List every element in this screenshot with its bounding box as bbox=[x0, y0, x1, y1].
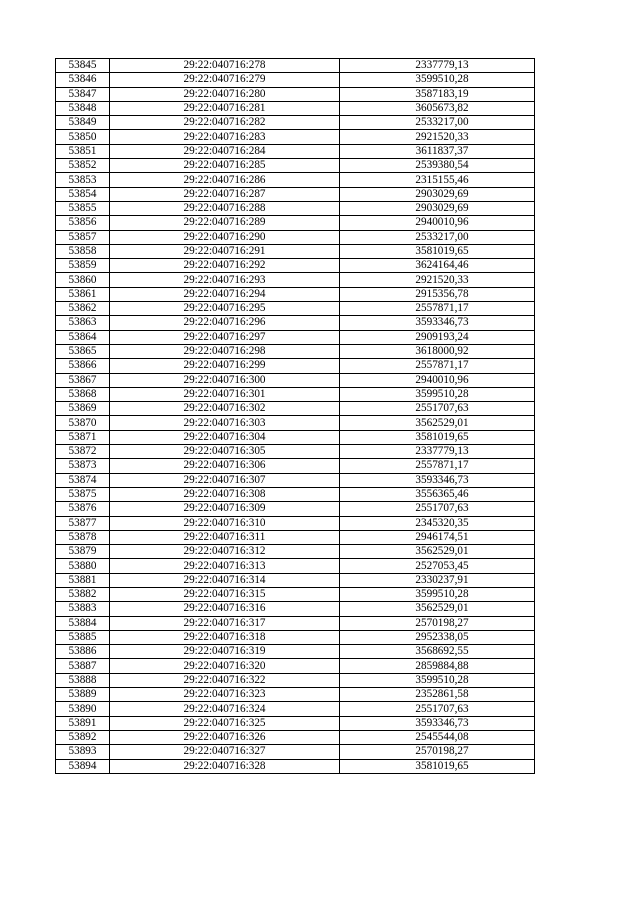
cadastral-number-cell: 29:22:040716:283 bbox=[110, 130, 340, 144]
table-row bbox=[56, 473, 535, 487]
row-number-cell: 53862 bbox=[56, 302, 110, 316]
cadastral-value-cell: 3593346,73 bbox=[340, 316, 535, 330]
cadastral-number-cell: 29:22:040716:326 bbox=[110, 730, 340, 744]
table-row bbox=[56, 87, 535, 101]
cadastral-value-cell: 2337779,13 bbox=[340, 59, 535, 73]
row-number-cell: 53887 bbox=[56, 659, 110, 673]
table-row bbox=[56, 673, 535, 687]
cadastral-number-cell: 29:22:040716:278 bbox=[110, 59, 340, 73]
cadastral-value-cell: 2533217,00 bbox=[340, 116, 535, 130]
cadastral-value-cell: 2859884,88 bbox=[340, 659, 535, 673]
row-number-cell: 53859 bbox=[56, 259, 110, 273]
table-row bbox=[56, 359, 535, 373]
cadastral-number-cell: 29:22:040716:295 bbox=[110, 302, 340, 316]
cadastral-number-cell: 29:22:040716:294 bbox=[110, 287, 340, 301]
cadastral-value-cell: 3599510,28 bbox=[340, 587, 535, 601]
table-row bbox=[56, 116, 535, 130]
row-number-cell: 53882 bbox=[56, 587, 110, 601]
cadastral-value-cell: 2570198,27 bbox=[340, 745, 535, 759]
cadastral-value-cell: 2557871,17 bbox=[340, 459, 535, 473]
row-number-cell: 53848 bbox=[56, 101, 110, 115]
cadastral-value-cell: 3599510,28 bbox=[340, 387, 535, 401]
table-row bbox=[56, 230, 535, 244]
row-number-cell: 53868 bbox=[56, 387, 110, 401]
cadastral-number-cell: 29:22:040716:316 bbox=[110, 602, 340, 616]
row-number-cell: 53858 bbox=[56, 244, 110, 258]
row-number-cell: 53852 bbox=[56, 159, 110, 173]
row-number-cell: 53847 bbox=[56, 87, 110, 101]
cadastral-number-cell: 29:22:040716:325 bbox=[110, 716, 340, 730]
row-number-cell: 53883 bbox=[56, 602, 110, 616]
cadastral-value-cell: 3568692,55 bbox=[340, 645, 535, 659]
cadastral-number-cell: 29:22:040716:303 bbox=[110, 416, 340, 430]
row-number-cell: 53866 bbox=[56, 359, 110, 373]
cadastral-value-cell: 3599510,28 bbox=[340, 673, 535, 687]
cadastral-value-cell: 2909193,24 bbox=[340, 330, 535, 344]
row-number-cell: 53893 bbox=[56, 745, 110, 759]
cadastral-number-cell: 29:22:040716:285 bbox=[110, 159, 340, 173]
cadastral-number-cell: 29:22:040716:320 bbox=[110, 659, 340, 673]
cadastral-number-cell: 29:22:040716:298 bbox=[110, 344, 340, 358]
table-row bbox=[56, 616, 535, 630]
row-number-cell: 53888 bbox=[56, 673, 110, 687]
row-number-cell: 53878 bbox=[56, 530, 110, 544]
table-row bbox=[56, 187, 535, 201]
cadastral-value-cell: 2527053,45 bbox=[340, 559, 535, 573]
cadastral-number-cell: 29:22:040716:287 bbox=[110, 187, 340, 201]
cadastral-number-cell: 29:22:040716:296 bbox=[110, 316, 340, 330]
cadastral-value-cell: 2557871,17 bbox=[340, 302, 535, 316]
cadastral-value-cell: 2952338,05 bbox=[340, 630, 535, 644]
cadastral-number-cell: 29:22:040716:280 bbox=[110, 87, 340, 101]
row-number-cell: 53853 bbox=[56, 173, 110, 187]
row-number-cell: 53871 bbox=[56, 430, 110, 444]
cadastral-value-cell: 2539380,54 bbox=[340, 159, 535, 173]
cadastral-value-table bbox=[55, 58, 535, 774]
cadastral-number-cell: 29:22:040716:291 bbox=[110, 244, 340, 258]
cadastral-value-cell: 3562529,01 bbox=[340, 416, 535, 430]
row-number-cell: 53864 bbox=[56, 330, 110, 344]
cadastral-number-cell: 29:22:040716:297 bbox=[110, 330, 340, 344]
cadastral-number-cell: 29:22:040716:302 bbox=[110, 402, 340, 416]
table-body bbox=[56, 59, 535, 774]
row-number-cell: 53860 bbox=[56, 273, 110, 287]
table-row bbox=[56, 459, 535, 473]
table-row bbox=[56, 416, 535, 430]
table-row bbox=[56, 73, 535, 87]
cadastral-value-cell: 2330237,91 bbox=[340, 573, 535, 587]
table-row bbox=[56, 173, 535, 187]
table-row bbox=[56, 445, 535, 459]
table-row bbox=[56, 516, 535, 530]
cadastral-number-cell: 29:22:040716:311 bbox=[110, 530, 340, 544]
table-row bbox=[56, 159, 535, 173]
cadastral-value-cell: 2557871,17 bbox=[340, 359, 535, 373]
table-row bbox=[56, 244, 535, 258]
cadastral-number-cell: 29:22:040716:315 bbox=[110, 587, 340, 601]
row-number-cell: 53874 bbox=[56, 473, 110, 487]
cadastral-number-cell: 29:22:040716:317 bbox=[110, 616, 340, 630]
table-row bbox=[56, 130, 535, 144]
table-row bbox=[56, 144, 535, 158]
cadastral-value-cell: 2545544,08 bbox=[340, 730, 535, 744]
cadastral-number-cell: 29:22:040716:300 bbox=[110, 373, 340, 387]
cadastral-number-cell: 29:22:040716:281 bbox=[110, 101, 340, 115]
cadastral-value-cell: 2337779,13 bbox=[340, 445, 535, 459]
cadastral-number-cell: 29:22:040716:299 bbox=[110, 359, 340, 373]
cadastral-number-cell: 29:22:040716:323 bbox=[110, 688, 340, 702]
table-row bbox=[56, 101, 535, 115]
cadastral-number-cell: 29:22:040716:304 bbox=[110, 430, 340, 444]
row-number-cell: 53849 bbox=[56, 116, 110, 130]
table-row bbox=[56, 630, 535, 644]
cadastral-value-cell: 3581019,65 bbox=[340, 759, 535, 773]
cadastral-number-cell: 29:22:040716:312 bbox=[110, 545, 340, 559]
cadastral-value-cell: 2352861,58 bbox=[340, 688, 535, 702]
row-number-cell: 53894 bbox=[56, 759, 110, 773]
row-number-cell: 53877 bbox=[56, 516, 110, 530]
row-number-cell: 53873 bbox=[56, 459, 110, 473]
cadastral-value-cell: 2903029,69 bbox=[340, 187, 535, 201]
table-row bbox=[56, 530, 535, 544]
cadastral-number-cell: 29:22:040716:288 bbox=[110, 201, 340, 215]
cadastral-number-cell: 29:22:040716:327 bbox=[110, 745, 340, 759]
row-number-cell: 53890 bbox=[56, 702, 110, 716]
table-row bbox=[56, 645, 535, 659]
row-number-cell: 53876 bbox=[56, 502, 110, 516]
row-number-cell: 53870 bbox=[56, 416, 110, 430]
cadastral-number-cell: 29:22:040716:308 bbox=[110, 487, 340, 501]
table-row bbox=[56, 688, 535, 702]
table-row bbox=[56, 745, 535, 759]
row-number-cell: 53850 bbox=[56, 130, 110, 144]
cadastral-number-cell: 29:22:040716:310 bbox=[110, 516, 340, 530]
table-row bbox=[56, 287, 535, 301]
table-row bbox=[56, 602, 535, 616]
cadastral-number-cell: 29:22:040716:328 bbox=[110, 759, 340, 773]
table-row bbox=[56, 387, 535, 401]
cadastral-value-cell: 3605673,82 bbox=[340, 101, 535, 115]
table-row bbox=[56, 730, 535, 744]
cadastral-value-cell: 2915356,78 bbox=[340, 287, 535, 301]
row-number-cell: 53846 bbox=[56, 73, 110, 87]
table-row bbox=[56, 430, 535, 444]
cadastral-value-cell: 3562529,01 bbox=[340, 602, 535, 616]
row-number-cell: 53889 bbox=[56, 688, 110, 702]
cadastral-value-cell: 2921520,33 bbox=[340, 130, 535, 144]
cadastral-number-cell: 29:22:040716:318 bbox=[110, 630, 340, 644]
cadastral-value-cell: 2345320,35 bbox=[340, 516, 535, 530]
cadastral-value-cell: 2921520,33 bbox=[340, 273, 535, 287]
table-row bbox=[56, 316, 535, 330]
table-row bbox=[56, 545, 535, 559]
table-row bbox=[56, 759, 535, 773]
row-number-cell: 53885 bbox=[56, 630, 110, 644]
row-number-cell: 53855 bbox=[56, 201, 110, 215]
cadastral-value-cell: 2551707,63 bbox=[340, 702, 535, 716]
table-row bbox=[56, 59, 535, 73]
row-number-cell: 53861 bbox=[56, 287, 110, 301]
table-row bbox=[56, 702, 535, 716]
cadastral-value-cell: 2940010,96 bbox=[340, 373, 535, 387]
cadastral-number-cell: 29:22:040716:306 bbox=[110, 459, 340, 473]
row-number-cell: 53872 bbox=[56, 445, 110, 459]
cadastral-value-cell: 2903029,69 bbox=[340, 201, 535, 215]
row-number-cell: 53869 bbox=[56, 402, 110, 416]
cadastral-number-cell: 29:22:040716:301 bbox=[110, 387, 340, 401]
row-number-cell: 53879 bbox=[56, 545, 110, 559]
row-number-cell: 53863 bbox=[56, 316, 110, 330]
table-row bbox=[56, 559, 535, 573]
cadastral-number-cell: 29:22:040716:305 bbox=[110, 445, 340, 459]
row-number-cell: 53865 bbox=[56, 344, 110, 358]
table-row bbox=[56, 273, 535, 287]
cadastral-number-cell: 29:22:040716:290 bbox=[110, 230, 340, 244]
cadastral-value-cell: 3618000,92 bbox=[340, 344, 535, 358]
cadastral-value-cell: 3611837,37 bbox=[340, 144, 535, 158]
row-number-cell: 53892 bbox=[56, 730, 110, 744]
table-row bbox=[56, 587, 535, 601]
cadastral-number-cell: 29:22:040716:286 bbox=[110, 173, 340, 187]
cadastral-value-cell: 2533217,00 bbox=[340, 230, 535, 244]
table-row bbox=[56, 716, 535, 730]
row-number-cell: 53884 bbox=[56, 616, 110, 630]
cadastral-value-cell: 2570198,27 bbox=[340, 616, 535, 630]
cadastral-value-cell: 2315155,46 bbox=[340, 173, 535, 187]
cadastral-value-cell: 2946174,51 bbox=[340, 530, 535, 544]
row-number-cell: 53845 bbox=[56, 59, 110, 73]
cadastral-value-cell: 2551707,63 bbox=[340, 502, 535, 516]
cadastral-value-cell: 3599510,28 bbox=[340, 73, 535, 87]
table-row bbox=[56, 573, 535, 587]
cadastral-value-cell: 3562529,01 bbox=[340, 545, 535, 559]
row-number-cell: 53880 bbox=[56, 559, 110, 573]
table-row bbox=[56, 402, 535, 416]
cadastral-number-cell: 29:22:040716:309 bbox=[110, 502, 340, 516]
cadastral-number-cell: 29:22:040716:289 bbox=[110, 216, 340, 230]
cadastral-number-cell: 29:22:040716:282 bbox=[110, 116, 340, 130]
cadastral-number-cell: 29:22:040716:293 bbox=[110, 273, 340, 287]
table-row bbox=[56, 502, 535, 516]
cadastral-number-cell: 29:22:040716:313 bbox=[110, 559, 340, 573]
row-number-cell: 53875 bbox=[56, 487, 110, 501]
cadastral-number-cell: 29:22:040716:324 bbox=[110, 702, 340, 716]
cadastral-value-cell: 2940010,96 bbox=[340, 216, 535, 230]
cadastral-value-cell: 3556365,46 bbox=[340, 487, 535, 501]
table-row bbox=[56, 344, 535, 358]
cadastral-number-cell: 29:22:040716:284 bbox=[110, 144, 340, 158]
cadastral-number-cell: 29:22:040716:292 bbox=[110, 259, 340, 273]
cadastral-value-cell: 3581019,65 bbox=[340, 430, 535, 444]
table-row bbox=[56, 259, 535, 273]
row-number-cell: 53891 bbox=[56, 716, 110, 730]
row-number-cell: 53857 bbox=[56, 230, 110, 244]
table-row bbox=[56, 659, 535, 673]
cadastral-value-cell: 3624164,46 bbox=[340, 259, 535, 273]
cadastral-value-cell: 3593346,73 bbox=[340, 716, 535, 730]
table-row bbox=[56, 487, 535, 501]
cadastral-number-cell: 29:22:040716:314 bbox=[110, 573, 340, 587]
cadastral-number-cell: 29:22:040716:322 bbox=[110, 673, 340, 687]
row-number-cell: 53854 bbox=[56, 187, 110, 201]
cadastral-number-cell: 29:22:040716:319 bbox=[110, 645, 340, 659]
cadastral-value-cell: 2551707,63 bbox=[340, 402, 535, 416]
row-number-cell: 53867 bbox=[56, 373, 110, 387]
table-row bbox=[56, 330, 535, 344]
table-row bbox=[56, 216, 535, 230]
cadastral-value-cell: 3593346,73 bbox=[340, 473, 535, 487]
row-number-cell: 53881 bbox=[56, 573, 110, 587]
table-row bbox=[56, 302, 535, 316]
table-row bbox=[56, 373, 535, 387]
cadastral-value-cell: 3581019,65 bbox=[340, 244, 535, 258]
row-number-cell: 53856 bbox=[56, 216, 110, 230]
cadastral-value-cell: 3587183,19 bbox=[340, 87, 535, 101]
row-number-cell: 53886 bbox=[56, 645, 110, 659]
table-row bbox=[56, 201, 535, 215]
row-number-cell: 53851 bbox=[56, 144, 110, 158]
cadastral-number-cell: 29:22:040716:279 bbox=[110, 73, 340, 87]
cadastral-number-cell: 29:22:040716:307 bbox=[110, 473, 340, 487]
